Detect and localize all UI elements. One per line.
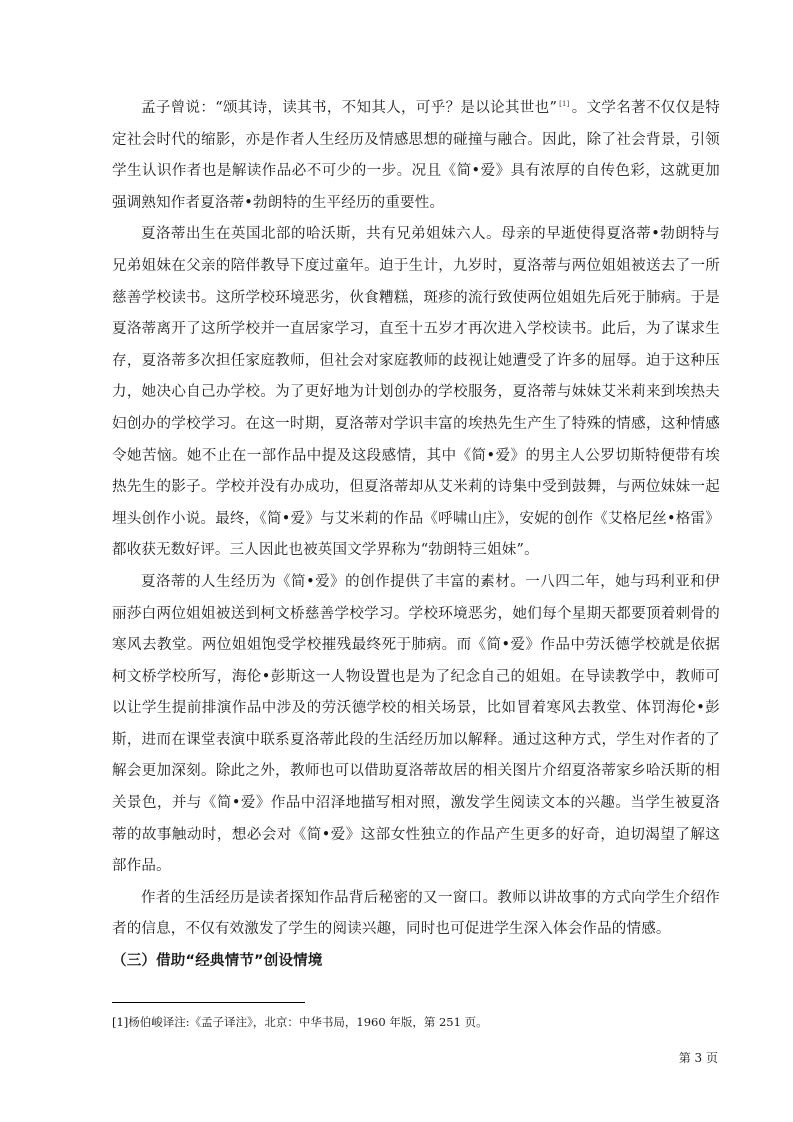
footnote-divider (112, 1002, 305, 1003)
paragraph-1 (112, 93, 720, 219)
page-number: 第 3 页 (678, 1051, 718, 1065)
body-text (112, 93, 720, 978)
paragraph-1-text-after: 。文学名著不仅仅是特定社会时代的缩影，亦是作者人生经历及情感思想的碰撞与融合。因此，除了社会背景，引领学生认识作者也是解读作品必不可少的一步。况且《简•爱》具有浓厚的自传色彩，这就更加强调熟知作者夏洛蒂•勃朗特的生平经历的重要性。 (112, 100, 721, 211)
paragraph-3: 夏洛蒂的人生经历为《简•爱》的创作提供了丰富的素材。一八四二年，她与玛利亚和伊丽莎白两位姐姐被送到柯文桥慈善学校学习。学校环境恶劣，她们每个星期天都要顶着刺骨的寒风去教堂。两位姐姐饱受学校摧残最终死于肺病。而《简•爱》作品中劳沃德学校就是依据柯文桥学校所写，海伦•彭斯这一人物设置也是为了纪念自己的姐姐。在导读教学中，教师可以让学生提前排演作品中涉及的劳沃德学校的相关场景，比如冒着寒风去教堂、体罚海伦•彭斯，进而在课堂表演中联系夏洛蒂此段的生活经历加以解释。通过这种方式，学生对作者的了解会更加深刻。除此之外，教师也可以借助夏洛蒂故居的相关图片介绍夏洛蒂家乡哈沃斯的相关景色，并与《简•爱》作品中沼泽地描写相对照，激发学生阅读文本的兴趣。当学生被夏洛蒂的故事触动时，想必会对《简•爱》这部女性独立的作品产生更多的好奇，迫切渴望了解这部作品。 (112, 573, 720, 875)
paragraph-2: 夏洛蒂出生在英国北部的哈沃斯，共有兄弟姐妹六人。母亲的早逝使得夏洛蒂•勃朗特与兄弟姐妹在父亲的陪伴教导下度过童年。迫于生计，九岁时，夏洛蒂与两位姐姐被送去了一所慈善学校读书。这所学校环境恶劣，伙食糟糕，斑疹的流行致使两位姐姐先后死于肺病。于是夏洛蒂离开了这所学校并一直居家学习，直至十五岁才再次进入学校读书。此后，为了谋求生存，夏洛蒂多次担任家庭教师，但社会对家庭教师的歧视让她遭受了许多的屈辱。迫于这种压力，她决心自己办学校。为了更好地为计划创办的学校服务，夏洛蒂与妹妹艾米莉来到埃热夫妇创办的学校学习。在这一时期，夏洛蒂对学识丰富的埃热先生产生了特殊的情感，这种情感令她苦恼。她不止在一部作品中提及这段感情，其中《简•爱》的男主人公罗切斯特便带有埃热先生的影子。学校并没有办成功，但夏洛蒂却从艾米莉的诗集中受到鼓舞，与两位妹妹一起埋头创作小说。最终，《简•爱》与艾米莉的作品《呼啸山庄》，安妮的创作《艾格尼丝•格雷》都收获无数好评。三人因此也被英国文学界称为“勃朗特三姐妹”。 (112, 226, 720, 559)
footnote-reference[interactable]: [1] (559, 100, 570, 109)
paragraph-1-text-before: 孟子曾说：“颂其诗，读其书，不知其人，可乎？是以论其世也” (141, 100, 558, 116)
footnote: [1]杨伯峻译注:《孟子译注》，北京：中华书局，1960 年版，第 251 页。 (112, 1015, 488, 1029)
paragraph-4: 作者的生活经历是读者探知作品背后秘密的又一窗口。教师以讲故事的方式向学生介绍作者的信息，不仅有效激发了学生的阅读兴趣，同时也可促进学生深入体会作品的情感。 (112, 889, 720, 938)
section-heading: （三）借助“经典情节”创设情境 (112, 953, 323, 970)
